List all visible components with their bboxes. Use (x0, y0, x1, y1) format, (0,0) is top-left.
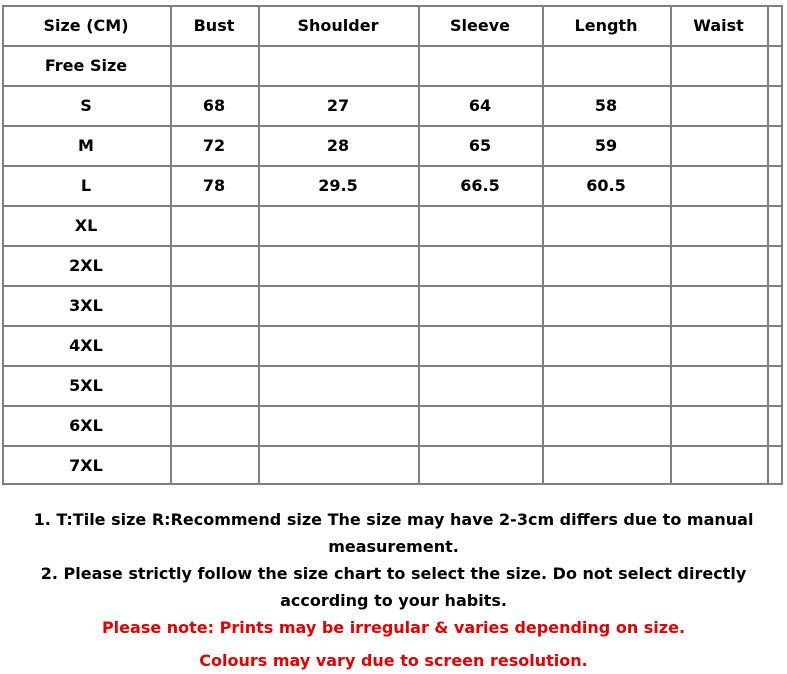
note-line-3: 2. Please strictly follow the size chart to select the size. Do not select directly (40, 564, 747, 583)
table-cell (767, 366, 783, 406)
row-size-label: 6XL (69, 416, 103, 435)
table-cell (258, 246, 418, 286)
table-cell (418, 366, 542, 406)
table-cell (767, 406, 783, 446)
table-cell (418, 446, 542, 486)
row-size-label: L (80, 176, 92, 195)
size-notes (0, 506, 787, 674)
table-cell (670, 366, 767, 406)
column-header: Size (CM) (43, 16, 129, 35)
warning-prints: Please note: Prints may be irregular & varies depending on size. (101, 618, 686, 637)
table-cell (542, 246, 670, 286)
table-cell (767, 46, 783, 86)
table-cell (670, 86, 767, 126)
note-line-1: 1. T:Tile size R:Recommend size The size may have 2-3cm differs due to manual (33, 510, 754, 529)
table-cell (418, 326, 542, 366)
table-cell (670, 246, 767, 286)
note-line-4: according to your habits. (280, 591, 507, 610)
table-cell: 65 (468, 136, 492, 155)
table-cell (670, 46, 767, 86)
column-header: Shoulder (297, 16, 379, 35)
warning-colours: Colours may vary due to screen resolution. (199, 651, 588, 670)
table-cell (418, 206, 542, 246)
column-header: Sleeve (450, 16, 510, 35)
table-cell (542, 446, 670, 486)
table-cell (170, 326, 258, 366)
table-cell (170, 246, 258, 286)
row-size-label: 3XL (69, 296, 103, 315)
table-cell (542, 286, 670, 326)
table-cell (542, 206, 670, 246)
row-size-label: 5XL (69, 376, 103, 395)
table-cell: 29.5 (318, 176, 358, 195)
table-cell: 59 (594, 136, 618, 155)
table-cell (767, 326, 783, 366)
column-header (767, 6, 783, 46)
table-cell: 60.5 (586, 176, 626, 195)
table-cell: 58 (594, 96, 618, 115)
table-cell: 27 (326, 96, 350, 115)
row-size-label: 7XL (69, 456, 103, 475)
row-size-label: S (80, 96, 92, 115)
table-cell (258, 46, 418, 86)
table-cell (670, 326, 767, 366)
table-cell (170, 406, 258, 446)
row-size-label: 2XL (69, 256, 103, 275)
table-cell (670, 446, 767, 486)
table-cell (170, 366, 258, 406)
table-cell (170, 46, 258, 86)
table-cell (670, 206, 767, 246)
table-cell (670, 286, 767, 326)
table-cell (170, 206, 258, 246)
table-cell (170, 446, 258, 486)
table-cell (542, 46, 670, 86)
table-cell (767, 286, 783, 326)
column-header: Length (574, 16, 638, 35)
table-cell (767, 206, 783, 246)
table-cell (767, 86, 783, 126)
table-cell (767, 166, 783, 206)
size-chart-table (2, 5, 783, 485)
table-cell: 72 (202, 136, 226, 155)
table-cell (542, 366, 670, 406)
row-size-label: Free Size (44, 56, 128, 75)
table-cell (542, 406, 670, 446)
column-header: Waist (693, 16, 744, 35)
table-cell (670, 126, 767, 166)
table-cell: 78 (202, 176, 226, 195)
table-cell: 68 (202, 96, 226, 115)
table-cell: 66.5 (460, 176, 500, 195)
row-size-label: 4XL (69, 336, 103, 355)
table-cell (418, 246, 542, 286)
row-size-label: M (78, 136, 94, 155)
table-cell (258, 366, 418, 406)
table-cell (418, 406, 542, 446)
table-cell (542, 326, 670, 366)
table-cell (258, 286, 418, 326)
table-cell: 28 (326, 136, 350, 155)
table-cell: 64 (468, 96, 492, 115)
column-header: Bust (193, 16, 235, 35)
note-line-2: measurement. (328, 537, 459, 556)
table-cell (258, 406, 418, 446)
table-cell (670, 166, 767, 206)
table-cell (767, 446, 783, 486)
table-cell (418, 46, 542, 86)
row-size-label: XL (74, 216, 98, 235)
table-cell (670, 406, 767, 446)
table-cell (258, 326, 418, 366)
table-cell (418, 286, 542, 326)
table-cell (258, 446, 418, 486)
table-cell (258, 206, 418, 246)
table-cell (767, 246, 783, 286)
table-cell (170, 286, 258, 326)
table-cell (767, 126, 783, 166)
